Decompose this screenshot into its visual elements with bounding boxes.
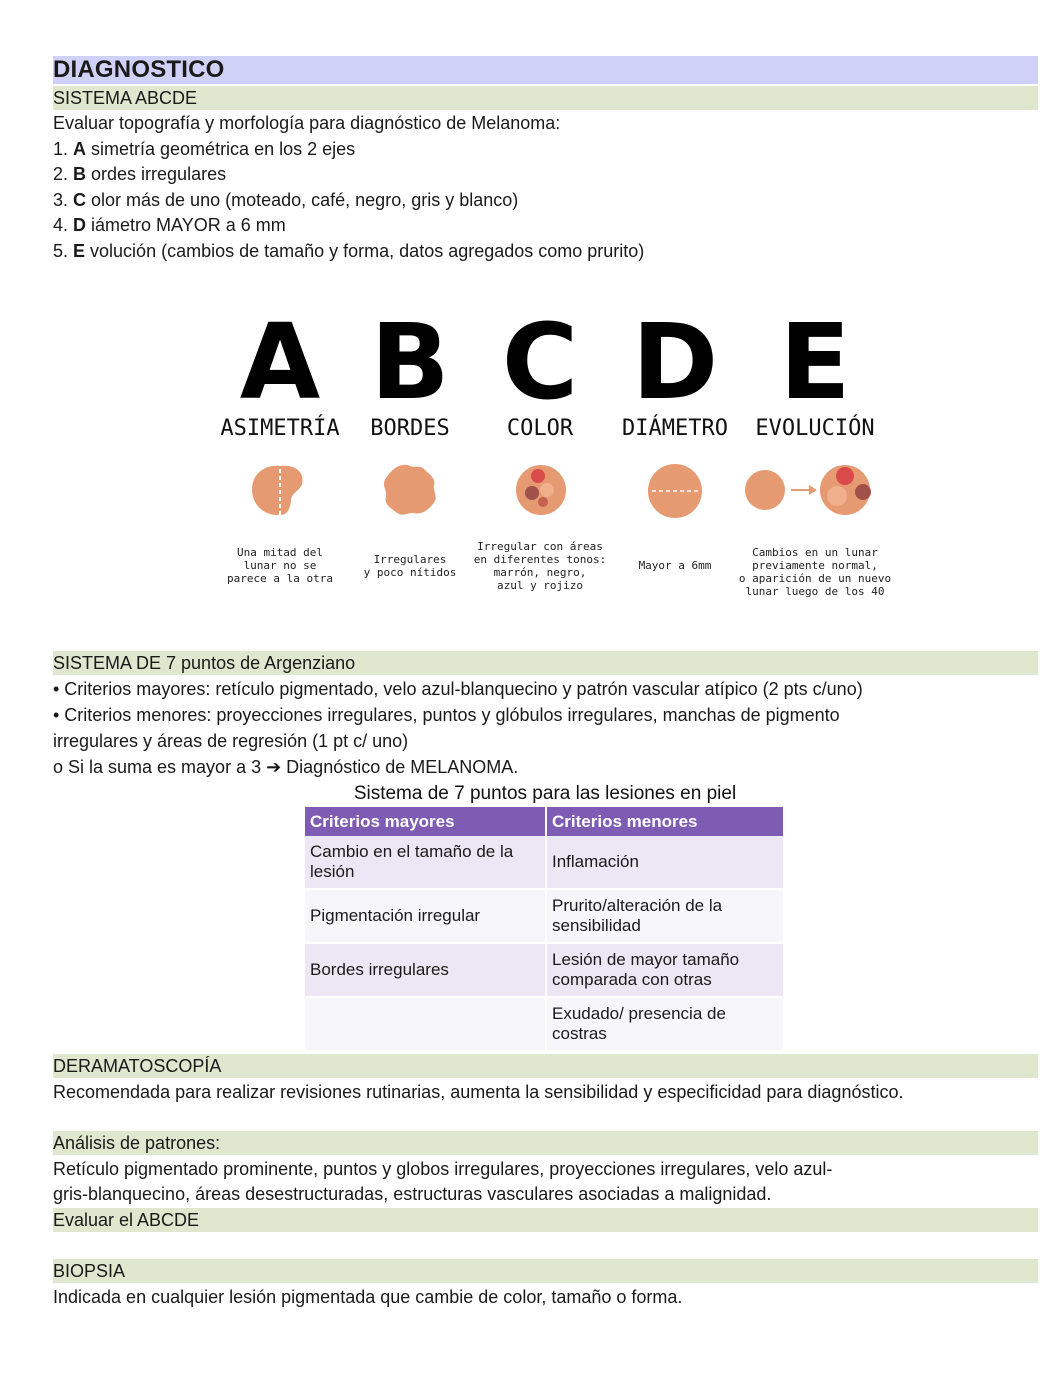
abcde-col-b [345,301,475,579]
cell-minor [546,836,784,889]
seven-point-table [305,807,785,1052]
cell-minor [546,997,784,1051]
cell-major [305,836,546,889]
item-text: ordes irregulares [86,164,227,184]
caption-line: Irregulares [373,553,447,566]
criterion-caption [735,546,895,598]
irregular-border-mole-icon [378,460,442,520]
cell-line: Prurito/alteración de la [552,896,723,915]
abcde-label-text: SISTEMA ABCDE [53,88,198,108]
biopsia-body: Indicada en cualquier lesión pigmentada que cambie de color, tamaño o forma. [53,1287,683,1307]
caption-line: azul y rojizo [496,579,584,592]
sistema7-text: irregulares y áreas de regresión (1 pt c/ uno) [53,731,409,751]
abcde-item [53,213,1038,237]
item-letter: D [73,215,87,235]
patrones-label [53,1131,1038,1155]
caption-line: parece a la otra [227,572,333,585]
criterion-word: DIÁMETRO [622,416,728,441]
abcde-infographic [215,301,892,612]
abcde-col-d [610,301,740,572]
abcde-intro [53,111,1038,135]
evaluar-label [53,1208,1038,1232]
item-number: 3. [53,190,74,210]
criterion-word: ASIMETRÍA [220,416,340,441]
item-text: volución (cambios de tamaño y forma, datos agregados como prurito) [85,241,645,261]
cell-line: lesión [310,862,355,881]
item-text: iámetro MAYOR a 6 mm [86,215,286,235]
item-number: 1. [53,139,74,159]
sistema7-text: o Si la suma es mayor a 3 ➔ Diagnóstico de MELANOMA. [53,757,519,777]
caption-line: lunar no se [243,559,317,572]
cell-line: sensibilidad [552,916,641,935]
multicolor-mole-icon [513,462,569,518]
cell-minor [546,889,784,943]
evaluar-text: Evaluar el ABCDE [53,1210,200,1230]
cell-major [305,889,546,943]
patrones-text: Retículo pigmentado prominente, puntos y globos irregulares, proyecciones irregulares, velo azul- [53,1159,833,1179]
dermatoscopia-label [53,1054,1038,1078]
item-number: 5. [53,241,74,261]
item-letter: C [73,190,87,210]
criterion-caption [205,546,355,585]
abcde-item [53,239,1038,263]
item-letter: A [73,139,87,159]
item-number: 2. [53,164,74,184]
biopsia-text [53,1285,1038,1309]
dermatoscopia-text [53,1080,1038,1104]
caption-line: Una mitad del [236,546,324,559]
cell-major [305,943,546,997]
sistema7-line [53,755,1038,779]
criterion-word: EVOLUCIÓN [755,416,875,441]
abcde-intro-text: Evaluar topografía y morfología para diagnóstico de Melanoma: [53,113,561,133]
caption-line: lunar luego de los 40 [745,585,885,598]
cell-major [305,997,546,1051]
criterion-caption [600,559,750,572]
item-number: 4. [53,215,74,235]
asymmetric-mole-icon [245,460,315,520]
header-minor: Criterios menores [546,807,784,836]
table-row [305,889,784,943]
patrones-label-text: Análisis de patrones: [53,1133,221,1153]
item-letter: B [73,164,87,184]
cell-line: Cambio en el tamaño de la [310,842,514,861]
abcde-item [53,137,1038,161]
big-letter: D [631,301,719,423]
table-row [305,997,784,1051]
cell-line: Bordes irregulares [310,960,449,979]
evolution-mole-icon [745,460,885,520]
caption-line: marrón, negro, [493,566,587,579]
item-text: olor más de uno (moteado, café, negro, gris y blanco) [86,190,519,210]
big-letter: C [501,301,579,423]
patrones-text: gris-blanquecino, áreas desestructuradas, estructuras vasculares asociadas a malignidad. [53,1184,772,1204]
cell-line: costras [552,1024,607,1043]
table-row [305,943,784,997]
caption-line: Cambios en un lunar [752,546,878,559]
big-letter: E [779,301,851,423]
caption-line: y poco nítidos [363,566,457,579]
sistema7-line [53,677,1038,701]
sistema7-label [53,651,1038,675]
caption-line: previamente normal, [752,559,878,572]
patrones-line [53,1157,1038,1181]
table-caption: Sistema de 7 puntos para las lesiones en piel [353,783,737,804]
patrones-line [53,1182,1038,1206]
sistema7-text: • Criterios menores: proyecciones irregulares, puntos y glóbulos irregulares, manchas de pigmento [53,705,840,725]
sistema7-line [53,703,1038,727]
cell-line: Exudado/ presencia de [552,1004,726,1023]
abcde-col-e [738,301,892,598]
biopsia-label-text: BIOPSIA [53,1261,126,1281]
caption-line: o aparición de un nuevo [738,572,892,585]
table-header-row [305,807,784,836]
caption-line: Irregular con áreas [477,540,603,553]
cell-line: comparada con otras [552,970,712,989]
heading-text: DIAGNOSTICO [53,56,225,83]
cell-line: Lesión de mayor tamaño [552,950,740,969]
sistema7-label-text: SISTEMA DE 7 puntos de Argenziano [53,653,356,673]
criterion-word: BORDES [370,416,450,441]
sistema7-text: • Criterios mayores: retículo pigmentado, velo azul-blanquecino y patrón vascular atípico (2 pts c/uno) [53,679,863,699]
dermatoscopia-body: Recomendada para realizar revisiones rutinarias, aumenta la sensibilidad y especificidad para diagnóstico. [53,1082,904,1102]
criterion-caption [335,553,485,579]
item-letter: E [73,241,86,261]
big-letter: A [239,301,321,423]
biopsia-label [53,1259,1038,1283]
criterion-caption [465,540,615,592]
table-row [305,836,784,889]
abcde-col-c [473,301,607,592]
abcde-col-a [215,301,345,585]
abcde-item [53,188,1038,212]
dermatoscopia-label-text: DERAMATOSCOPÍA [53,1056,222,1076]
caption-line: Mayor a 6mm [638,559,712,572]
section-heading [53,56,1038,84]
abcde-item [53,162,1038,186]
abcde-label [53,86,1038,110]
header-major: Criterios mayores [305,807,546,836]
diameter-mole-icon [646,462,704,520]
sistema7-line [53,729,1038,753]
criterion-word: COLOR [506,416,574,441]
cell-line: Pigmentación irregular [310,906,481,925]
caption-line: en diferentes tonos: [473,553,607,566]
cell-minor [546,943,784,997]
item-text: simetría geométrica en los 2 ejes [86,139,356,159]
big-letter: B [370,301,450,423]
cell-line: Inflamación [552,852,639,871]
